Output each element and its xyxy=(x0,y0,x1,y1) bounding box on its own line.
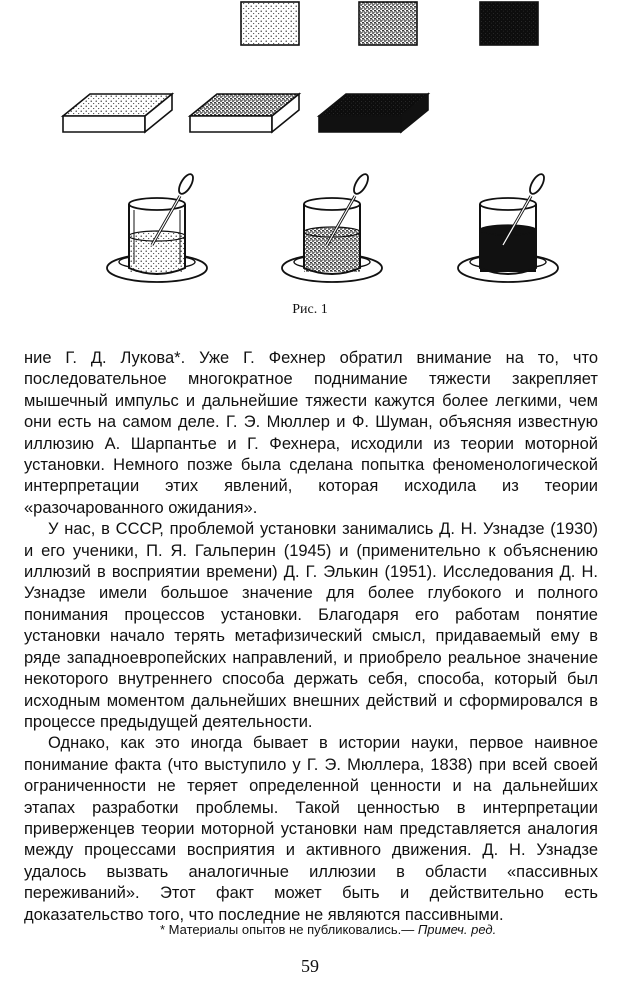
glass-medium xyxy=(282,172,382,282)
square-dark xyxy=(480,2,538,45)
block-light xyxy=(63,94,172,132)
paragraph: У нас, в СССР, проблемой установки занимались Д. Н. Узнадзе (1930) и его ученики, П. Я. Гальперин (1945) и (применительно к объяснению иллюзий в восприятии времени) Д. Г. Элькин (1951). Исследования Д. Н. Узнадзе имели большое значение для более глубокого и полного понимания процессов установки. Благодаря его работам понятие установки начало терять метафизический смысл, придаваемый ему в ряде западноевропейских направлений, и приобрело реальное значение некоторого внутреннего способа держать себя, способа, который был исходным моментом дальнейших внешних действий и сформировался в процессе предыдущей деятельности. xyxy=(24,520,598,731)
body-text xyxy=(24,348,598,926)
glass-light xyxy=(107,172,207,282)
footnote-text: * Материалы опытов не публиковались.— xyxy=(160,922,418,937)
paragraph: Однако, как это иногда бывает в истории науки, первое наивное понимание факта (что выступило у Г. Э. Мюллера, 1838) при всей своей ограниченности не теряет определенной ценности и на дальнейших этапах разработки проблемы. Такой ценностью в интерпретации приверженцев теории моторной установки нам представляется аналогия между процессами восприятия и активного движения. Д. Н. Узнадзе удалось вызвать аналогичные иллюзии в области «пассивных переживаний». Этот факт может быть и действительно есть доказательство того, что последние не являются пассивными. xyxy=(24,734,598,924)
block-dark xyxy=(319,94,428,132)
footnote xyxy=(160,922,496,937)
square-medium xyxy=(359,2,417,45)
footnote-editor-note: Примеч. ред. xyxy=(417,922,497,937)
page-number: 59 xyxy=(301,956,319,976)
square-light xyxy=(241,2,299,45)
glass-dark xyxy=(458,172,558,282)
figure-caption: Рис. 1 xyxy=(292,302,328,317)
paragraph: ние Г. Д. Лукова*. Уже Г. Фехнер обратил внимание на то, что последовательное многократное поднимание тяжести закрепляет мышечный импульс и дальнейшие тяжести кажутся более легкими, чем они есть на самом деле. Г. Э. Мюллер и Ф. Шуман, объясняя известную иллюзию А. Шарпантье и Г. Фехнера, исходили из теории моторной установки. Немного позже была сделана попытка феноменологической интерпретации этих явлений, которая исходила из теории «разочарованного ожидания». xyxy=(24,349,598,517)
block-medium xyxy=(190,94,299,132)
figure-illustration xyxy=(0,0,620,310)
